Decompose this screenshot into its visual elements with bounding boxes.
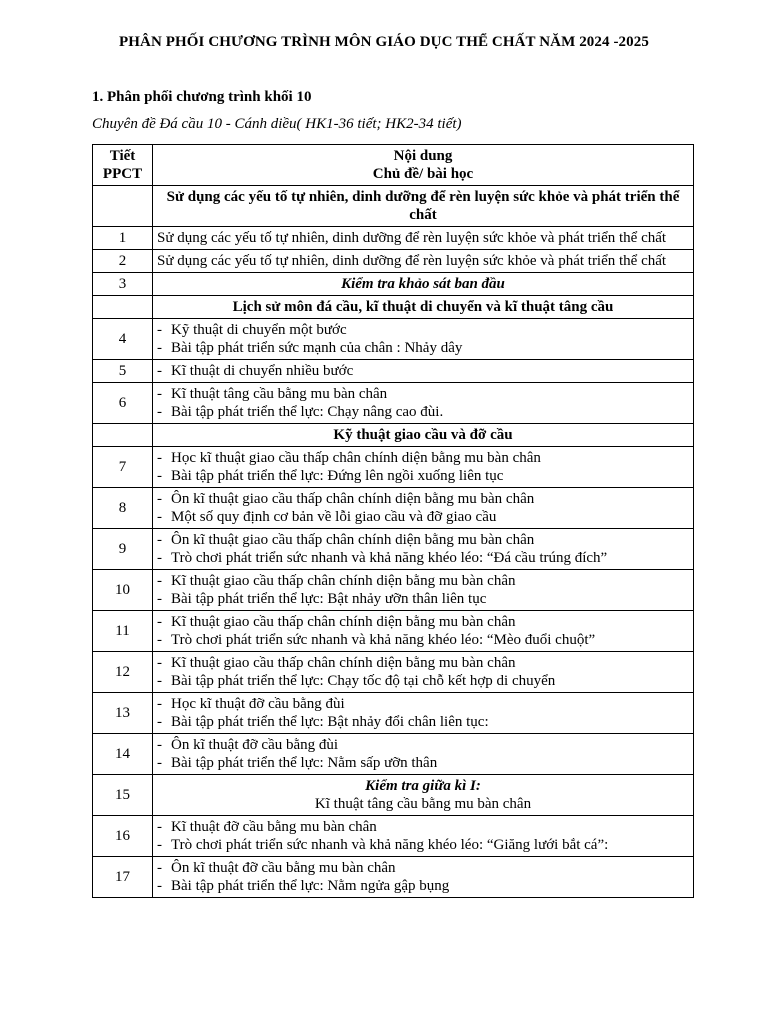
bullet-dash: -	[157, 819, 162, 835]
curriculum-table	[92, 144, 694, 898]
lesson-item	[157, 321, 689, 339]
lesson-item	[157, 654, 689, 672]
topic-heading-cell: Sử dụng các yếu tố tự nhiên, dinh dưỡng để rèn luyện sức khỏe và phát triển thể chất	[153, 186, 694, 227]
lesson-item	[157, 818, 689, 836]
bullet-dash: -	[157, 573, 162, 589]
lesson-item-text: Ôn kĩ thuật giao cầu thấp chân chính diện bằng mu bàn chân	[171, 491, 535, 507]
bullet-dash: -	[157, 696, 162, 712]
lesson-item	[157, 736, 689, 754]
period-number-cell: 15	[93, 775, 153, 816]
lesson-item-text: Bài tập phát triển thể lực: Chạy nâng cao đùi.	[171, 404, 444, 420]
table-row	[93, 383, 694, 424]
lesson-item-text: Bài tập phát triển thể lực: Chạy tốc độ tại chỗ kết hợp di chuyển	[171, 673, 556, 689]
lesson-item-text: Bài tập phát triển thể lực: Đứng lên ngồi xuống liên tục	[171, 468, 504, 484]
period-number-cell: 4	[93, 319, 153, 360]
lesson-item	[157, 613, 689, 631]
period-number-cell	[93, 296, 153, 319]
period-number-cell: 2	[93, 250, 153, 273]
lesson-content-cell	[153, 488, 694, 529]
table-row	[93, 360, 694, 383]
period-number-cell: 16	[93, 816, 153, 857]
period-number-cell: 11	[93, 611, 153, 652]
bullet-dash: -	[157, 755, 162, 771]
table-row	[93, 227, 694, 250]
lesson-item	[157, 572, 689, 590]
lesson-item	[157, 549, 689, 567]
lesson-item-text: Trò chơi phát triển sức nhanh và khả năng khéo léo: “Đá cầu trúng đích”	[171, 550, 608, 566]
lesson-content-cell	[153, 652, 694, 693]
exam-title: Kiểm tra khảo sát ban đầu	[341, 276, 505, 292]
header-period-line1: Tiết	[109, 148, 136, 164]
table-row	[93, 693, 694, 734]
period-number-cell: 5	[93, 360, 153, 383]
topic-heading-cell: Kỹ thuật giao cầu và đỡ cầu	[153, 424, 694, 447]
lesson-content-cell	[153, 693, 694, 734]
lesson-content-cell	[153, 360, 694, 383]
table-row	[93, 570, 694, 611]
document-title: PHÂN PHỐI CHƯƠNG TRÌNH MÔN GIÁO DỤC THỂ CHẤT NĂM 2024 -2025	[119, 34, 649, 50]
lesson-item	[157, 403, 689, 421]
lesson-item	[157, 449, 689, 467]
table-row	[93, 611, 694, 652]
lesson-item-text: Bài tập phát triển sức mạnh của chân : Nhảy dây	[171, 340, 463, 356]
table-row	[93, 424, 694, 447]
period-number-cell	[93, 424, 153, 447]
bullet-dash: -	[157, 322, 162, 338]
bullet-dash: -	[157, 532, 162, 548]
lesson-item-text: Bài tập phát triển thể lực: Nằm sấp ưỡn thân	[171, 755, 438, 771]
bullet-dash: -	[157, 837, 162, 853]
exam-cell	[153, 775, 694, 816]
lesson-item-text: Bài tập phát triển thể lực: Bật nhảy đổi chân liên tục:	[171, 714, 489, 730]
bullet-dash: -	[157, 386, 162, 402]
lesson-content-cell: Sử dụng các yếu tố tự nhiên, dinh dưỡng để rèn luyện sức khỏe và phát triển thể chất	[153, 227, 694, 250]
bullet-dash: -	[157, 614, 162, 630]
lesson-item	[157, 877, 689, 895]
lesson-item	[157, 754, 689, 772]
lesson-item-text: Bài tập phát triển thể lực: Nằm ngửa gập bụng	[171, 878, 450, 894]
lesson-content-cell	[153, 857, 694, 898]
lesson-item	[157, 531, 689, 549]
table-row	[93, 652, 694, 693]
lesson-content-cell	[153, 319, 694, 360]
bullet-dash: -	[157, 673, 162, 689]
lesson-item	[157, 339, 689, 357]
bullet-dash: -	[157, 509, 162, 525]
lesson-item	[157, 713, 689, 731]
period-number-cell: 10	[93, 570, 153, 611]
table-body	[93, 186, 694, 898]
period-number-cell: 14	[93, 734, 153, 775]
lesson-item-text: Học kĩ thuật giao cầu thấp chân chính diện bằng mu bàn chân	[171, 450, 541, 466]
table-row	[93, 775, 694, 816]
lesson-item-text: Kỹ thuật di chuyển một bước	[171, 322, 347, 338]
period-number-cell: 13	[93, 693, 153, 734]
table-row	[93, 447, 694, 488]
table-row	[93, 273, 694, 296]
lesson-content-cell	[153, 570, 694, 611]
bullet-dash: -	[157, 714, 162, 730]
bullet-dash: -	[157, 878, 162, 894]
period-number-cell: 7	[93, 447, 153, 488]
table-row	[93, 734, 694, 775]
lesson-item	[157, 590, 689, 608]
lesson-item-text: Ôn kĩ thuật đỡ cầu bằng đùi	[171, 737, 339, 753]
header-period-number	[93, 145, 153, 186]
bullet-dash: -	[157, 468, 162, 484]
lesson-item-text: Kĩ thuật di chuyển nhiều bước	[171, 363, 354, 379]
table-row	[93, 857, 694, 898]
table-row	[93, 319, 694, 360]
topic-heading-cell: Lịch sử môn đá cầu, kĩ thuật di chuyển và kĩ thuật tâng cầu	[153, 296, 694, 319]
bullet-dash: -	[157, 550, 162, 566]
period-number-cell: 1	[93, 227, 153, 250]
exam-cell	[153, 273, 694, 296]
lesson-item	[157, 508, 689, 526]
bullet-dash: -	[157, 655, 162, 671]
lesson-content-cell	[153, 447, 694, 488]
lesson-content-cell	[153, 529, 694, 570]
header-content	[153, 145, 694, 186]
lesson-item-text: Ôn kĩ thuật đỡ cầu bằng mu bàn chân	[171, 860, 396, 876]
lesson-item-text: Kĩ thuật đỡ cầu bằng mu bàn chân	[171, 819, 377, 835]
table-row	[93, 186, 694, 227]
period-number-cell: 3	[93, 273, 153, 296]
exam-title: Kiểm tra giữa kì I:	[365, 778, 481, 794]
bullet-dash: -	[157, 632, 162, 648]
lesson-content-cell	[153, 816, 694, 857]
lesson-item-text: Kĩ thuật giao cầu thấp chân chính diện bằng mu bàn chân	[171, 573, 516, 589]
lesson-item	[157, 467, 689, 485]
lesson-item	[157, 672, 689, 690]
period-number-cell	[93, 186, 153, 227]
lesson-content-cell	[153, 734, 694, 775]
period-number-cell: 17	[93, 857, 153, 898]
lesson-item-text: Một số quy định cơ bản về lỗi giao cầu và đỡ giao cầu	[171, 509, 497, 525]
lesson-item-text: Kĩ thuật giao cầu thấp chân chính diện bằng mu bàn chân	[171, 655, 516, 671]
bullet-dash: -	[157, 737, 162, 753]
period-number-cell: 8	[93, 488, 153, 529]
exam-content: Kĩ thuật tâng cầu bằng mu bàn chân	[314, 796, 532, 812]
bullet-dash: -	[157, 450, 162, 466]
lesson-item-text: Kĩ thuật giao cầu thấp chân chính diện bằng mu bàn chân	[171, 614, 516, 630]
table-row	[93, 529, 694, 570]
lesson-content-cell: Sử dụng các yếu tố tự nhiên, dinh dưỡng để rèn luyện sức khỏe và phát triển thể chất	[153, 250, 694, 273]
bullet-dash: -	[157, 860, 162, 876]
bullet-dash: -	[157, 363, 162, 379]
lesson-item	[157, 631, 689, 649]
lesson-item	[157, 385, 689, 403]
section-title: 1. Phân phối chương trình khối 10	[92, 89, 312, 105]
bullet-dash: -	[157, 491, 162, 507]
lesson-item-text: Trò chơi phát triển sức nhanh và khả năng khéo léo: “Giăng lưới bắt cá”:	[171, 837, 609, 853]
lesson-item-text: Ôn kĩ thuật giao cầu thấp chân chính diện bằng mu bàn chân	[171, 532, 535, 548]
period-number-cell: 12	[93, 652, 153, 693]
lesson-item-text: Kĩ thuật tâng cầu bằng mu bàn chân	[171, 386, 388, 402]
lesson-item	[157, 836, 689, 854]
table-row	[93, 250, 694, 273]
header-content-line2: Chủ đề/ bài học	[372, 166, 474, 182]
lesson-item	[157, 695, 689, 713]
bullet-dash: -	[157, 404, 162, 420]
lesson-item-text: Trò chơi phát triển sức nhanh và khả năng khéo léo: “Mèo đuổi chuột”	[171, 632, 596, 648]
table-header-row	[93, 145, 694, 186]
bullet-dash: -	[157, 340, 162, 356]
lesson-item-text: Học kĩ thuật đỡ cầu bằng đùi	[171, 696, 345, 712]
document-subtitle: Chuyên đề Đá cầu 10 - Cánh diều( HK1-36 tiết; HK2-34 tiết)	[92, 116, 462, 132]
lesson-content-cell	[153, 611, 694, 652]
period-number-cell: 6	[93, 383, 153, 424]
period-number-cell: 9	[93, 529, 153, 570]
lesson-item	[157, 362, 689, 380]
bullet-dash: -	[157, 591, 162, 607]
header-period-line2: PPCT	[102, 166, 143, 182]
lesson-item-text: Bài tập phát triển thể lực: Bật nhảy ưỡn thân liên tục	[171, 591, 487, 607]
lesson-content-cell	[153, 383, 694, 424]
lesson-item	[157, 490, 689, 508]
table-row	[93, 816, 694, 857]
table-row	[93, 488, 694, 529]
lesson-item	[157, 859, 689, 877]
table-row	[93, 296, 694, 319]
header-content-line1: Nội dung	[393, 148, 453, 164]
